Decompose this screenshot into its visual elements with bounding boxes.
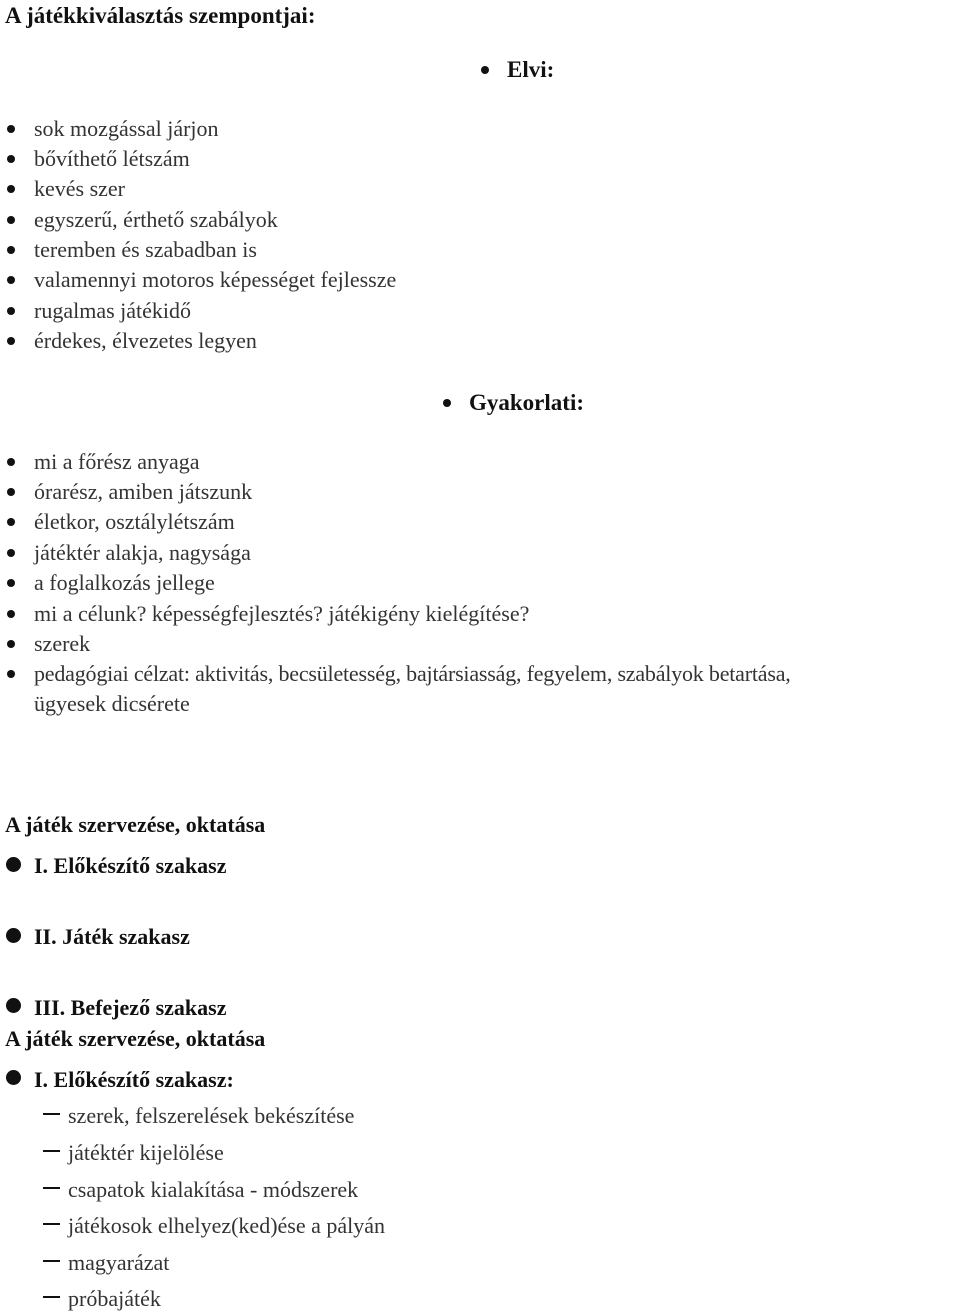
bullet-icon [7, 185, 15, 193]
dash-icon [43, 1260, 60, 1262]
list-item: életkor, osztálylétszám [34, 509, 235, 534]
stage-item: II. Játék szakasz [34, 924, 190, 949]
bullet-icon [6, 928, 21, 943]
list-item: szerek, felszerelések bekészítése [68, 1103, 355, 1128]
bullet-icon [7, 518, 15, 526]
bullet-icon [7, 337, 15, 345]
list-item: szerek [34, 631, 91, 656]
list-item: valamennyi motoros képességet fejlessze [34, 267, 397, 292]
bullet-icon [7, 216, 15, 224]
bullet-icon [7, 246, 15, 254]
dash-icon [43, 1150, 60, 1152]
bullet-icon [6, 998, 21, 1013]
bullet-icon [7, 307, 15, 315]
list-item: mi a főrész anyaga [34, 449, 200, 474]
dash-icon [43, 1296, 60, 1298]
stage-item: I. Előkészítő szakasz [34, 853, 227, 878]
list-item: próbajáték [68, 1286, 161, 1311]
bullet-icon [7, 458, 15, 466]
bullet-icon [7, 125, 15, 133]
stage-item: III. Befejező szakasz [34, 995, 227, 1020]
gyakorlati-heading: Gyakorlati: [469, 390, 584, 415]
bullet-icon [6, 857, 21, 872]
list-item: teremben és szabadban is [34, 237, 257, 262]
bullet-icon [481, 66, 489, 74]
dash-icon [43, 1223, 60, 1225]
list-item: sok mozgással járjon [34, 116, 219, 141]
bullet-icon [7, 579, 15, 587]
section-heading: A játék szervezése, oktatása [5, 1026, 266, 1051]
bullet-icon [7, 155, 15, 163]
list-item: kevés szer [34, 176, 126, 201]
list-item: csapatok kialakítása - módszerek [68, 1177, 359, 1202]
dash-icon [43, 1113, 60, 1115]
bullet-icon [7, 670, 15, 678]
bullet-icon [7, 640, 15, 648]
dash-icon [43, 1187, 60, 1189]
list-item: pedagógiai célzat: aktivitás, becsületesség, bajtársiasság, fegyelem, szabályok betartása, [34, 661, 791, 686]
bullet-icon [7, 549, 15, 557]
bullet-icon [7, 276, 15, 284]
list-item: játékosok elhelyez(ked)ése a pályán [68, 1213, 386, 1238]
elvi-heading: Elvi: [507, 57, 555, 82]
list-item: órarész, amiben játszunk [34, 479, 253, 504]
list-item: rugalmas játékidő [34, 298, 192, 323]
list-item: a foglalkozás jellege [34, 570, 215, 595]
stage-item: I. Előkészítő szakasz: [34, 1067, 234, 1092]
section-heading: A játék szervezése, oktatása [5, 812, 266, 837]
list-item: játéktér alakja, nagysága [34, 540, 251, 565]
list-item: egyszerű, érthető szabályok [34, 207, 278, 232]
bullet-icon [6, 1070, 21, 1085]
list-item-continuation: ügyesek dicsérete [34, 691, 190, 716]
page-title: A játékkiválasztás szempontjai: [5, 3, 316, 28]
list-item: érdekes, élvezetes legyen [34, 328, 257, 353]
bullet-icon [443, 399, 451, 407]
list-item: magyarázat [68, 1250, 170, 1275]
list-item: játéktér kijelölése [68, 1140, 224, 1165]
list-item: bővíthető létszám [34, 146, 190, 171]
bullet-icon [7, 610, 15, 618]
list-item: mi a célunk? képességfejlesztés? játékigény kielégítése? [34, 601, 530, 626]
bullet-icon [7, 488, 15, 496]
